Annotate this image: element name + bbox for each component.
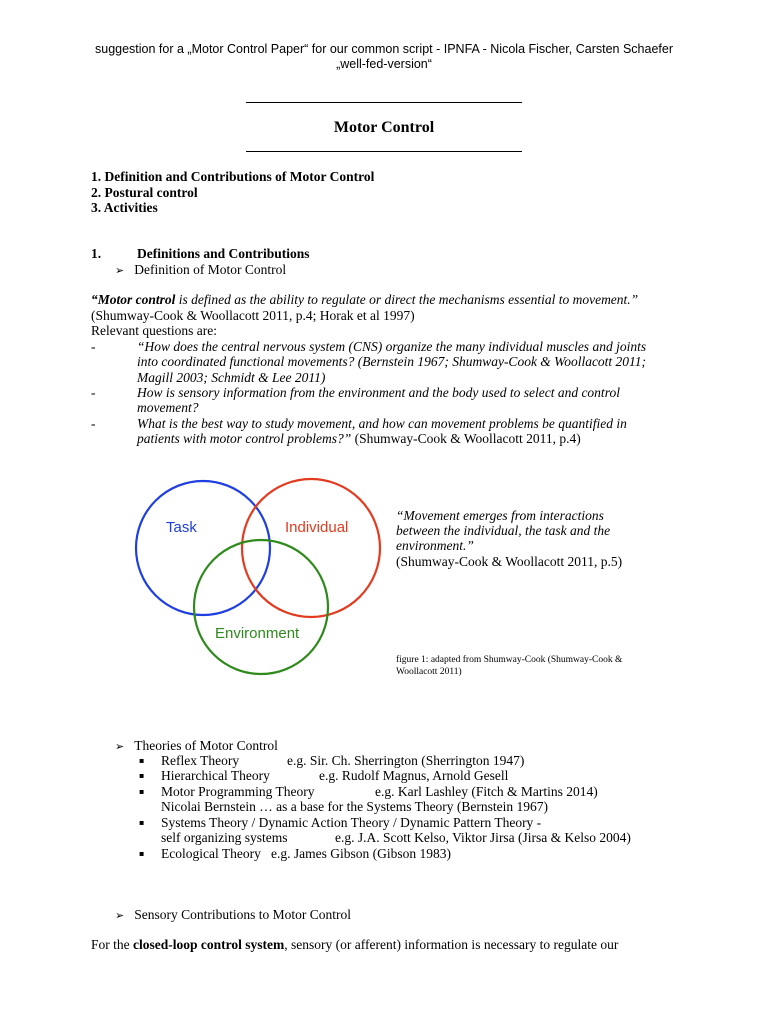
toc-item-3: 3. Activities (91, 200, 158, 215)
arrow-icon: ➢ (115, 740, 125, 753)
theories-heading-label: Theories of Motor Control (134, 738, 278, 753)
question-1-line-2: into coordinated functional movements? (Bernstein 1967; Shumway-Cook & Woollacott 2011; (137, 354, 647, 369)
arrow-icon: ➢ (115, 264, 125, 277)
header-line-2: „well-fed-version“ (336, 57, 432, 71)
section-heading: Definitions and Contributions (137, 246, 310, 261)
question-3-line-2 (137, 431, 581, 447)
question-1-line-1: “How does the central nervous system (CNS) organize the many individual muscles and joints (137, 339, 647, 354)
question-2-line-1: How is sensory information from the environment and the body used to select and control (137, 385, 620, 400)
square-bullet-icon: ▪ (139, 849, 145, 858)
theory-item-example: e.g. Rudolf Magnus, Arnold Gesell (319, 768, 509, 783)
question-3-line-1: What is the best way to study movement, and how can movement problems be quantified in (137, 416, 627, 431)
square-bullet-icon: ▪ (139, 756, 145, 765)
page-title: Motor Control (333, 119, 435, 136)
section-sub-label: Definition of Motor Control (134, 262, 287, 277)
quote-line-2: between the individual, the task and the (396, 523, 611, 538)
square-bullet-icon: ▪ (139, 771, 145, 780)
square-bullet-icon: ▪ (139, 787, 145, 796)
sensory-p-end: , sensory (or afferent) information is necessary to regulate our (284, 937, 619, 952)
figure-caption-line-2: Woollacott 2011) (396, 667, 462, 677)
environment-circle (194, 540, 328, 674)
theory-item-example: e.g. James Gibson (Gibson 1983) (271, 846, 451, 861)
question-1-line-3: Magill 2003; Schmidt & Lee 2011) (137, 370, 326, 385)
figure-caption-line-1: figure 1: adapted from Shumway-Cook (Shumway-Cook & (396, 655, 623, 665)
question-3-text: patients with motor control problems?” (137, 431, 352, 446)
theory-item-example: e.g. J.A. Scott Kelso, Viktor Jirsa (Jirsa & Kelso 2004) (335, 830, 631, 845)
question-2-line-2: movement? (137, 400, 199, 415)
task-label: Task (166, 519, 197, 536)
header-line-1: suggestion for a „Motor Control Paper“ for our common script - IPNFA - Nicola Fischer, Carsten Schaefer (95, 42, 673, 56)
quote-line-1: “Movement emerges from interactions (396, 508, 604, 523)
relevant-questions-label: Relevant questions are: (91, 323, 217, 338)
arrow-icon: ➢ (115, 909, 125, 922)
theory-item-name: Hierarchical Theory (161, 768, 270, 783)
individual-label: Individual (285, 519, 349, 536)
section-sub (115, 262, 286, 279)
individual-circle (242, 479, 380, 617)
theory-item-line2: self organizing systems (161, 830, 288, 845)
title-rule-top (246, 102, 522, 103)
section-number: 1. (91, 246, 102, 261)
theory-item-extra: Nicolai Bernstein … as a base for the Systems Theory (Bernstein 1967) (161, 799, 549, 814)
toc-item-1: 1. Definition and Contributions of Motor Control (91, 169, 375, 184)
question-3-citation: (Shumway-Cook & Woollacott 2011, p.4) (351, 431, 581, 446)
theory-item-name: Motor Programming Theory (161, 784, 315, 799)
sensory-heading (115, 907, 351, 924)
sensory-p-bold: closed-loop control system (133, 937, 285, 952)
venn-diagram (130, 476, 400, 680)
sensory-heading-label: Sensory Contributions to Motor Control (134, 907, 351, 922)
theory-item-name: Reflex Theory (161, 753, 240, 768)
theory-item-example: e.g. Karl Lashley (Fitch & Martins 2014) (375, 784, 598, 799)
definition-term: “Motor control (91, 292, 176, 307)
theory-item-name: Ecological Theory (161, 846, 261, 861)
quote-line-3: environment.” (396, 538, 474, 553)
sensory-paragraph (91, 937, 618, 953)
toc-item-2: 2. Postural control (91, 185, 198, 200)
definition-rest: is defined as the ability to regulate or direct the mechanisms essential to movement.” (175, 292, 639, 307)
definition-text (91, 292, 638, 308)
sensory-p-start: For the (91, 937, 133, 952)
question-dash: - (91, 385, 96, 400)
question-dash: - (91, 339, 96, 354)
theory-item-name: Systems Theory / Dynamic Action Theory / Dynamic Pattern Theory - (161, 815, 542, 830)
title-rule-bottom (246, 151, 522, 152)
quote-citation: (Shumway-Cook & Woollacott 2011, p.5) (396, 554, 623, 569)
square-bullet-icon: ▪ (139, 818, 145, 827)
task-circle (136, 481, 270, 615)
theory-item-example: e.g. Sir. Ch. Sherrington (Sherrington 1947) (287, 753, 525, 768)
question-dash: - (91, 416, 96, 431)
environment-label: Environment (215, 625, 300, 642)
definition-citation: (Shumway-Cook & Woollacott 2011, p.4; Horak et al 1997) (91, 308, 415, 323)
